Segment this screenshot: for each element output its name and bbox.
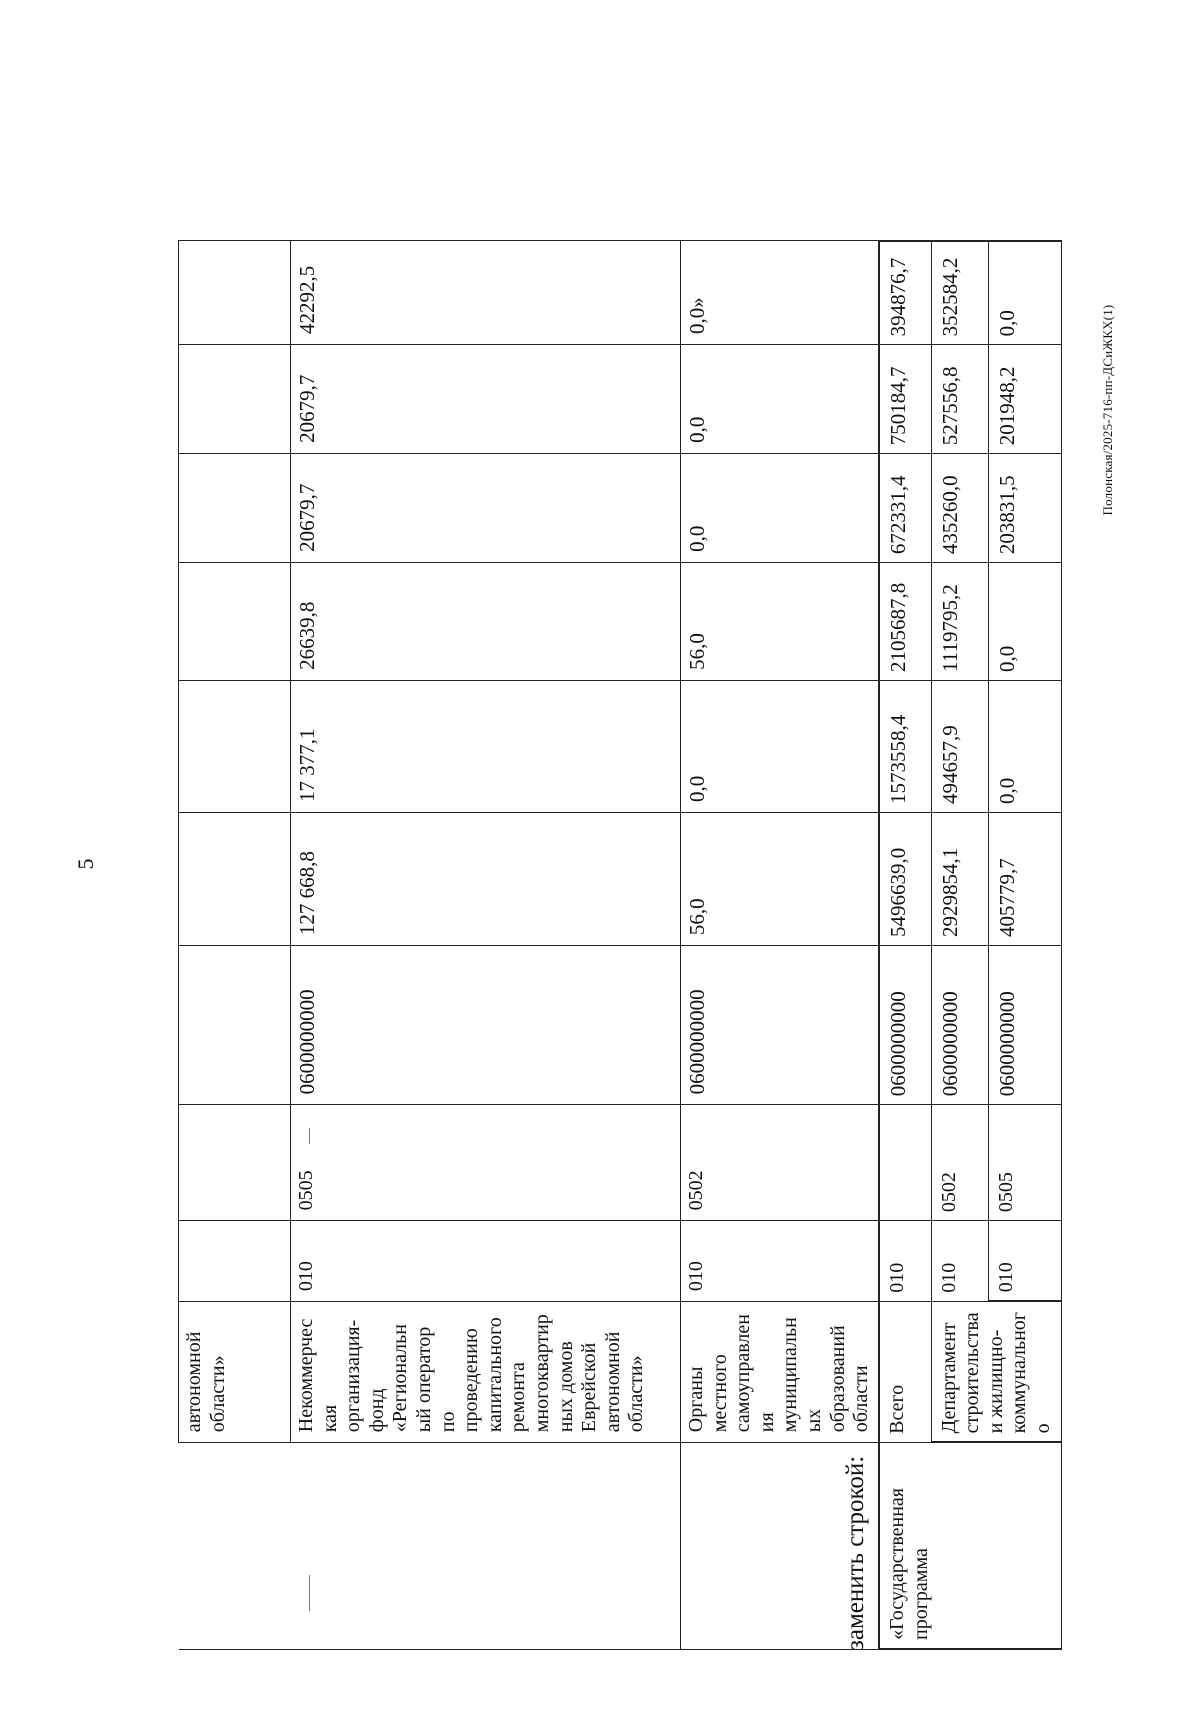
table-cell: 26639,8	[291, 562, 681, 680]
table-cell: 010	[681, 1221, 879, 1302]
bottom-table	[878, 240, 1062, 1650]
table-cell: 42292,5	[291, 241, 681, 345]
table-cell	[879, 1105, 931, 1221]
table-cell	[179, 1105, 291, 1221]
page-number: 5	[73, 858, 98, 870]
table-cell	[179, 812, 291, 945]
table-cell: 0505	[291, 1105, 681, 1221]
table-cell: 201948,2	[988, 345, 1062, 454]
table-cell: 405779,7	[988, 813, 1062, 946]
table-cell: 56,0	[681, 812, 879, 945]
table-cell: 010	[291, 1221, 681, 1302]
replace-with-label: заменить строкой:	[842, 1455, 869, 1650]
table-cell: «Государственная программа	[879, 1442, 1062, 1649]
table-cell: 0600000000	[931, 946, 988, 1105]
table-cell: 394876,7	[879, 241, 931, 345]
table-cell	[179, 680, 291, 812]
table-cell: 0,0	[681, 680, 879, 812]
table-row	[291, 241, 681, 1650]
table-cell: 20679,7	[291, 453, 681, 562]
table-cell: 527556,8	[931, 345, 988, 454]
table-cell: 0505	[988, 1105, 1062, 1221]
table-row	[931, 241, 988, 1649]
table-cell: Всего	[879, 1301, 931, 1442]
table-cell: 2929854,1	[931, 813, 988, 946]
table-cell: 5496639,0	[879, 813, 931, 946]
table-cell: 0,0	[681, 344, 879, 453]
table-cell: 20679,7	[291, 344, 681, 453]
table-cell: 1119795,2	[931, 563, 988, 681]
table-cell	[179, 241, 291, 345]
table-cell: 0502	[931, 1105, 988, 1221]
table-cell: 0502	[681, 1105, 879, 1221]
table-cell: 435260,0	[931, 454, 988, 563]
table-cell: 010	[931, 1221, 988, 1302]
table-row	[879, 241, 931, 1649]
table-cell: 750184,7	[879, 345, 931, 454]
table-cell	[179, 1221, 291, 1302]
table-cell: 0,0	[681, 453, 879, 562]
table-row	[681, 241, 879, 1650]
table-cell: 1573558,4	[879, 680, 931, 812]
table-cell: 672331,4	[879, 454, 931, 563]
table-cell: 494657,9	[931, 680, 988, 812]
table-cell: Органы местного самоуправления муниципальных образований области	[681, 1302, 879, 1443]
table-cell	[179, 344, 291, 453]
table-cell: 127 668,8	[291, 812, 681, 945]
table-cell	[179, 946, 291, 1105]
table-cell: 352584,2	[931, 241, 988, 345]
top-table	[178, 240, 879, 1650]
footer-doc-code: Полонская/2025-716-пп-ДСиЖКХ(1)	[1100, 304, 1115, 516]
table-cell	[291, 1443, 681, 1650]
table-cell	[179, 562, 291, 680]
table-cell	[179, 453, 291, 562]
table-cell: Департамент строительства и жилищно-коммунального	[931, 1301, 1062, 1442]
table-cell: 56,0	[681, 562, 879, 680]
table-row	[179, 241, 291, 1650]
table-cell: 010	[879, 1221, 931, 1302]
table-cell: 0,0	[988, 563, 1062, 681]
table-cell: 010	[988, 1221, 1062, 1302]
table-cell: Некоммерческая организация-фонд «Региональный оператор по проведению капитального ремонта многоквартирных домов Еврейской автономной области»	[291, 1302, 681, 1443]
table-cell: 203831,5	[988, 454, 1062, 563]
table-cell: 2105687,8	[879, 563, 931, 681]
table-cell: автономной области»	[179, 1302, 291, 1443]
table-cell: 0600000000	[291, 946, 681, 1105]
table-cell: 17 377,1	[291, 680, 681, 812]
table-cell	[179, 1443, 291, 1650]
table-cell: 0600000000	[988, 946, 1062, 1105]
table-cell: 0,0	[988, 680, 1062, 812]
table-cell: 0,0»	[681, 241, 879, 345]
table-cell: 0600000000	[879, 946, 931, 1105]
table-cell: 0,0	[988, 241, 1062, 345]
table-cell: 0600000000	[681, 946, 879, 1105]
rotated-page	[0, 148, 1200, 1728]
